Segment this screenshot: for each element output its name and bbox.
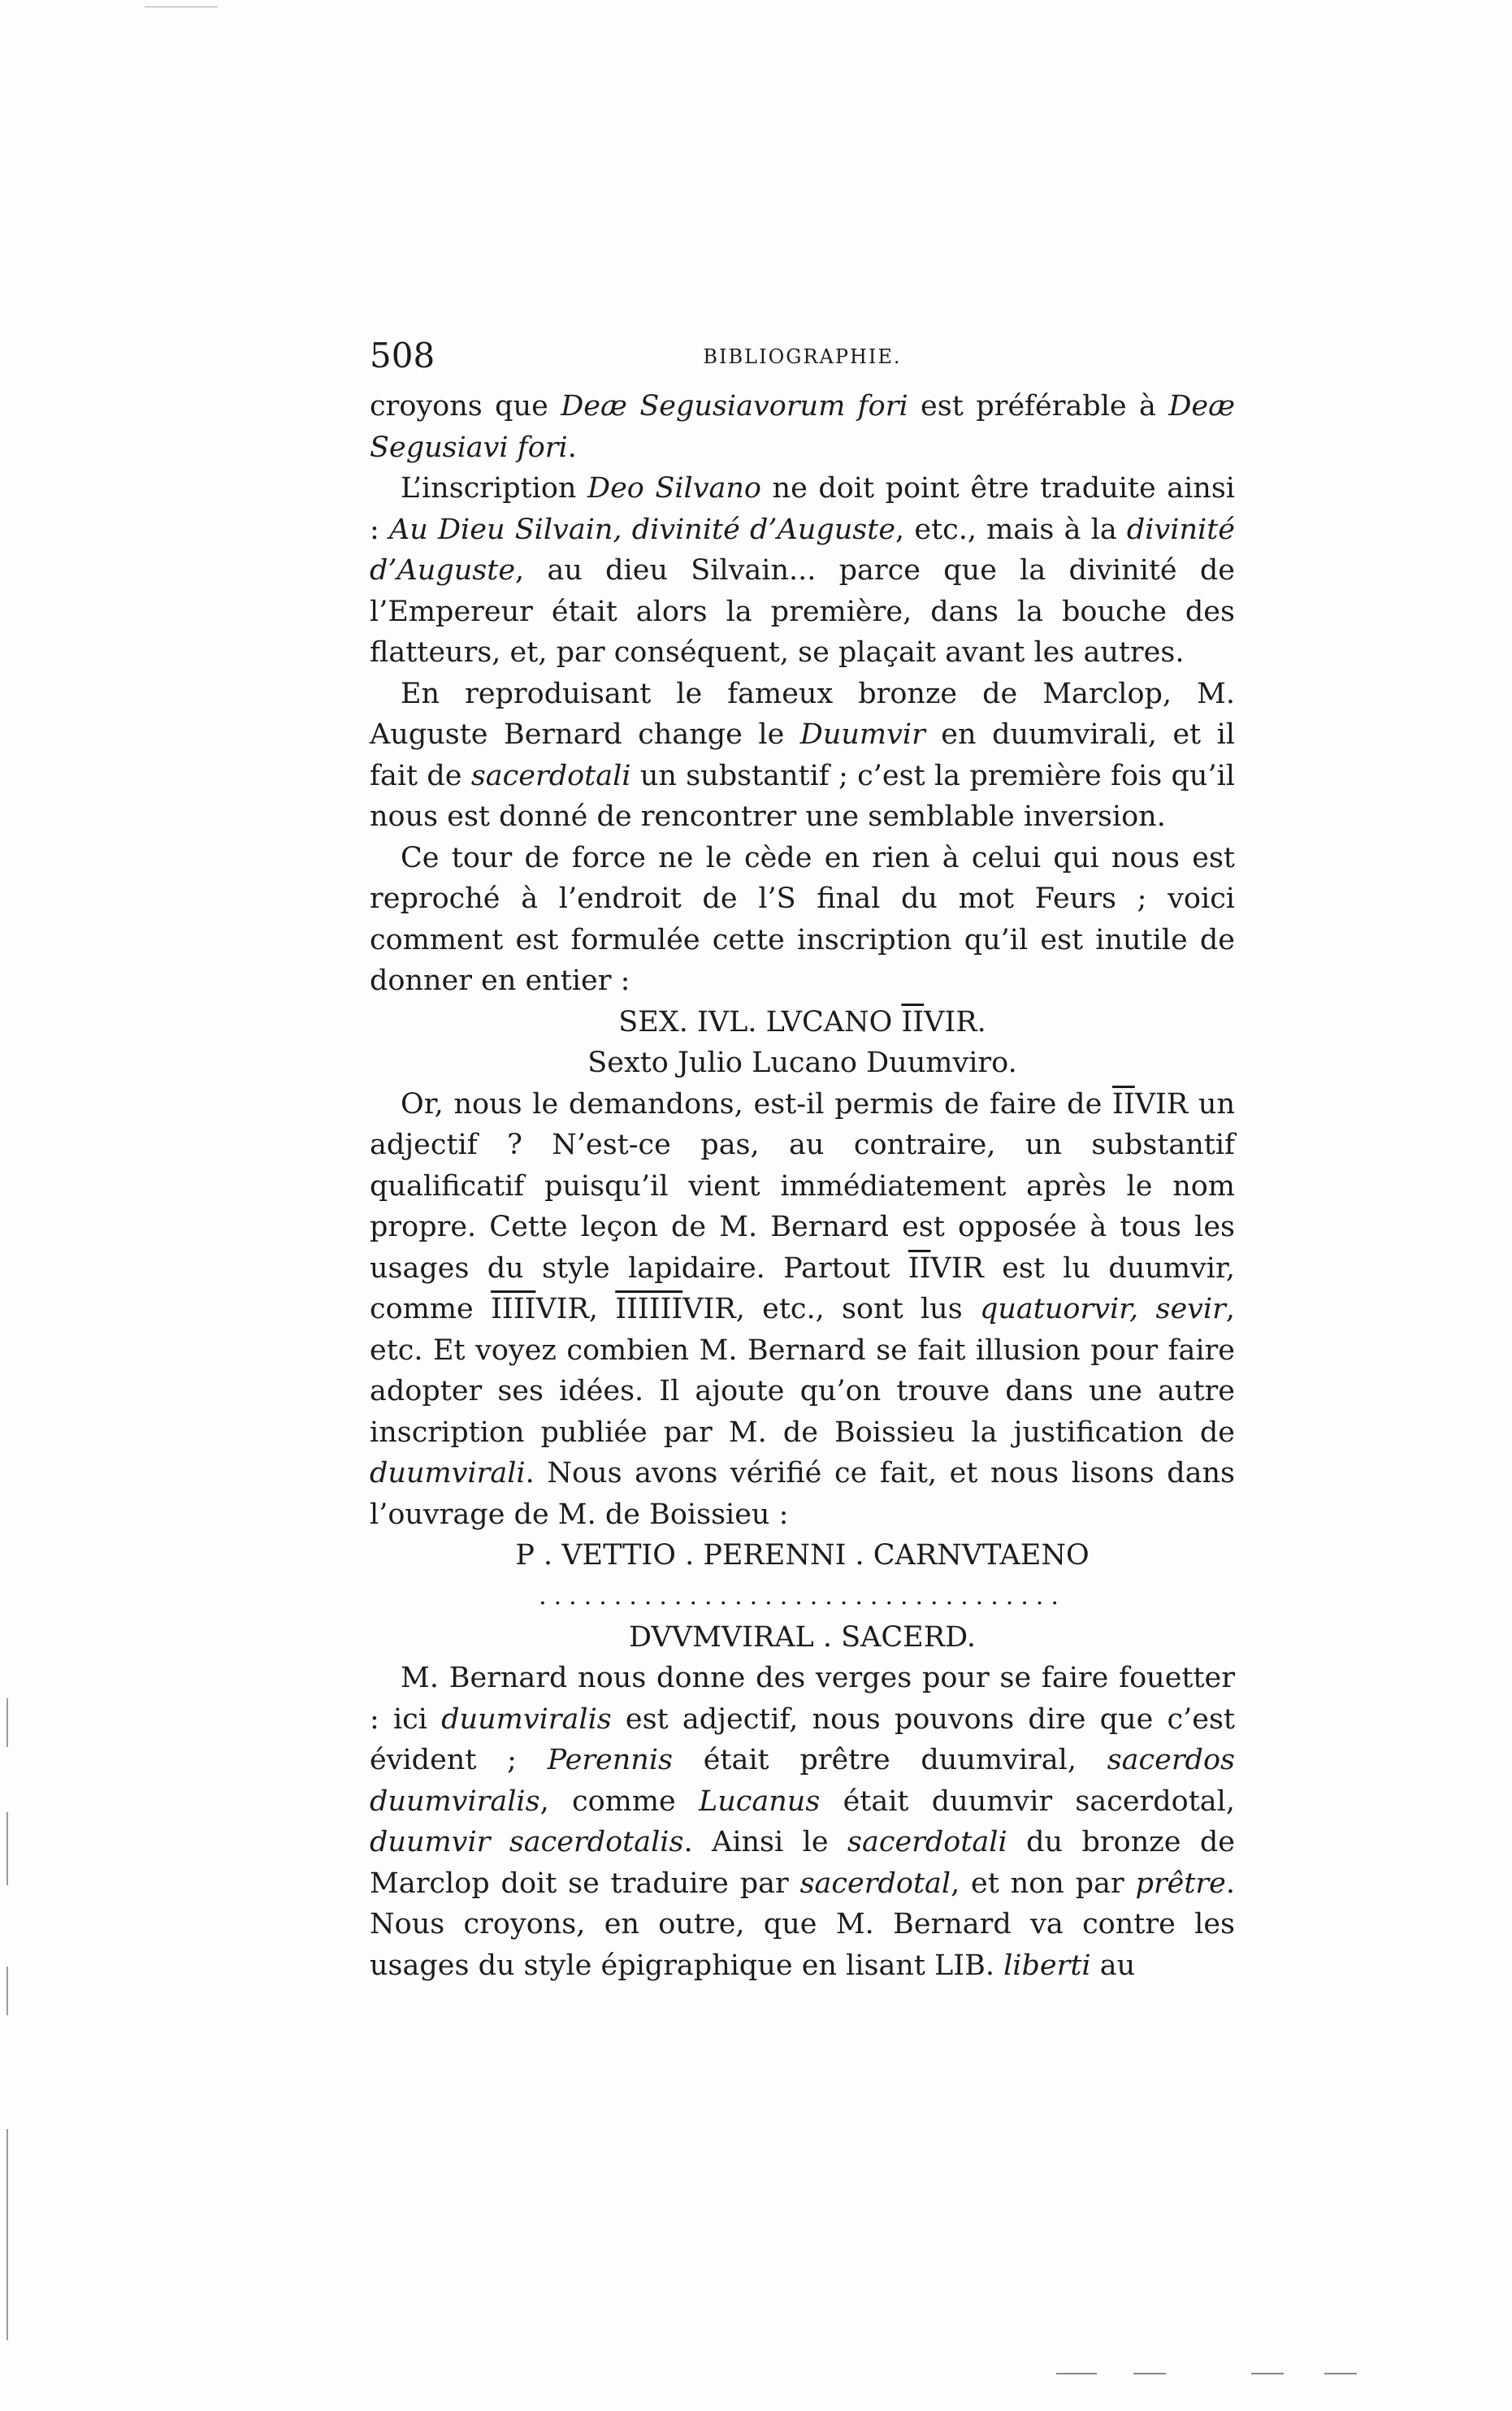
inscription-translation: Sexto Julio Lucano Duumviro. (587, 1047, 1017, 1079)
scan-margin-mark (6, 1698, 8, 1747)
page-content (370, 336, 1235, 1986)
scan-margin-mark (6, 1967, 8, 2015)
inscription-line: SEX. IVL. LVCANO $\overline{II}VIR$. (618, 1005, 986, 1039)
scan-edge-mark (1056, 2373, 1097, 2374)
paragraph: L’inscription Deo Silvano ne doit point être traduite ainsi : Au Dieu Silvain, divinité d’Auguste, etc., mais à la divinité d’Auguste, au dieu Silvain... parce que la divinité de l’Empereur était alors la première, dans la bouche des flatteurs, et, par conséquent, se plaçait avant les autres. (370, 472, 1235, 669)
paragraph: M. Bernard nous donne des verges pour se faire fouetter : ici duumviralis est adjectif, nous pouvons dire que c’est évident ; Perennis était prêtre duumviral, sacerdos duumviralis, comme Lucanus était duumvir sacerdotal, duumvir sacerdotalis. Ainsi le sacerdotali du bronze de Marclop doit se traduire par sacerdotal, et non par prêtre. Nous croyons, en outre, que M. Bernard va contre les usages du style épigraphique en lisant LIB. liberti au (370, 1662, 1236, 1982)
paragraph: En reproduisant le fameux bronze de Marclop, M. Auguste Bernard change le Duumvir en duumvirali, et il fait de sacerdotali un substantif ; c’est la première fois qu’il nous est donné de rencontrer une semblable inversion. (370, 677, 1235, 833)
scan-margin-mark (6, 2129, 8, 2340)
inscription-line: DVVMVIRAL . SACERD. (628, 1620, 977, 1654)
paragraph: Ce tour de force ne le cède en rien à celui qui nous est reproché à l’endroit de l’S final du mot Feurs ; voici comment est formulée cette inscription qu’il est inutile de donner en entier : (370, 841, 1235, 997)
running-title: BIBLIOGRAPHIE. (703, 345, 902, 368)
page-header (370, 336, 1235, 386)
paragraph: Or, nous le demandons, est-il permis de faire de $\overline{II}VIR$ un adjectif ? N’est-ce pas, au contraire, un substantif qualificatif puisqu’il vient immédiatement après le nom propre. Cette leçon de M. Bernard est opposée à tous les usages du style lapidaire. Partout $\overline{II}VIR$ est lu duumvir, comme IIIIVIR, IIIIIIVIR, etc., sont lus quatuorvir, sevir, etc. Et voyez combien M. Bernard se fait illusion pour faire adopter ses idées. Il ajoute qu’on trouve dans une autre inscription publiée par M. de Boissieu la justification de duumvirali. Nous avons vérifié ce fait, et nous lisons dans l’ouvrage de M. de Boissieu : (370, 1087, 1235, 1531)
scan-margin-mark (6, 1812, 8, 1885)
scan-edge-mark (1133, 2373, 1166, 2374)
scan-edge-mark (1251, 2373, 1284, 2374)
page-number: 508 (370, 336, 435, 375)
inscription-ellipsis: ................................... (539, 1581, 1066, 1611)
inscription-line: P . VETTIO . PERENNI . CARNVTAENO (515, 1539, 1090, 1572)
paragraph: croyons que Deæ Segusiavorum fori est préférable à Deæ Segusiavi fori. (370, 390, 1235, 464)
scan-edge-mark (1324, 2373, 1357, 2374)
